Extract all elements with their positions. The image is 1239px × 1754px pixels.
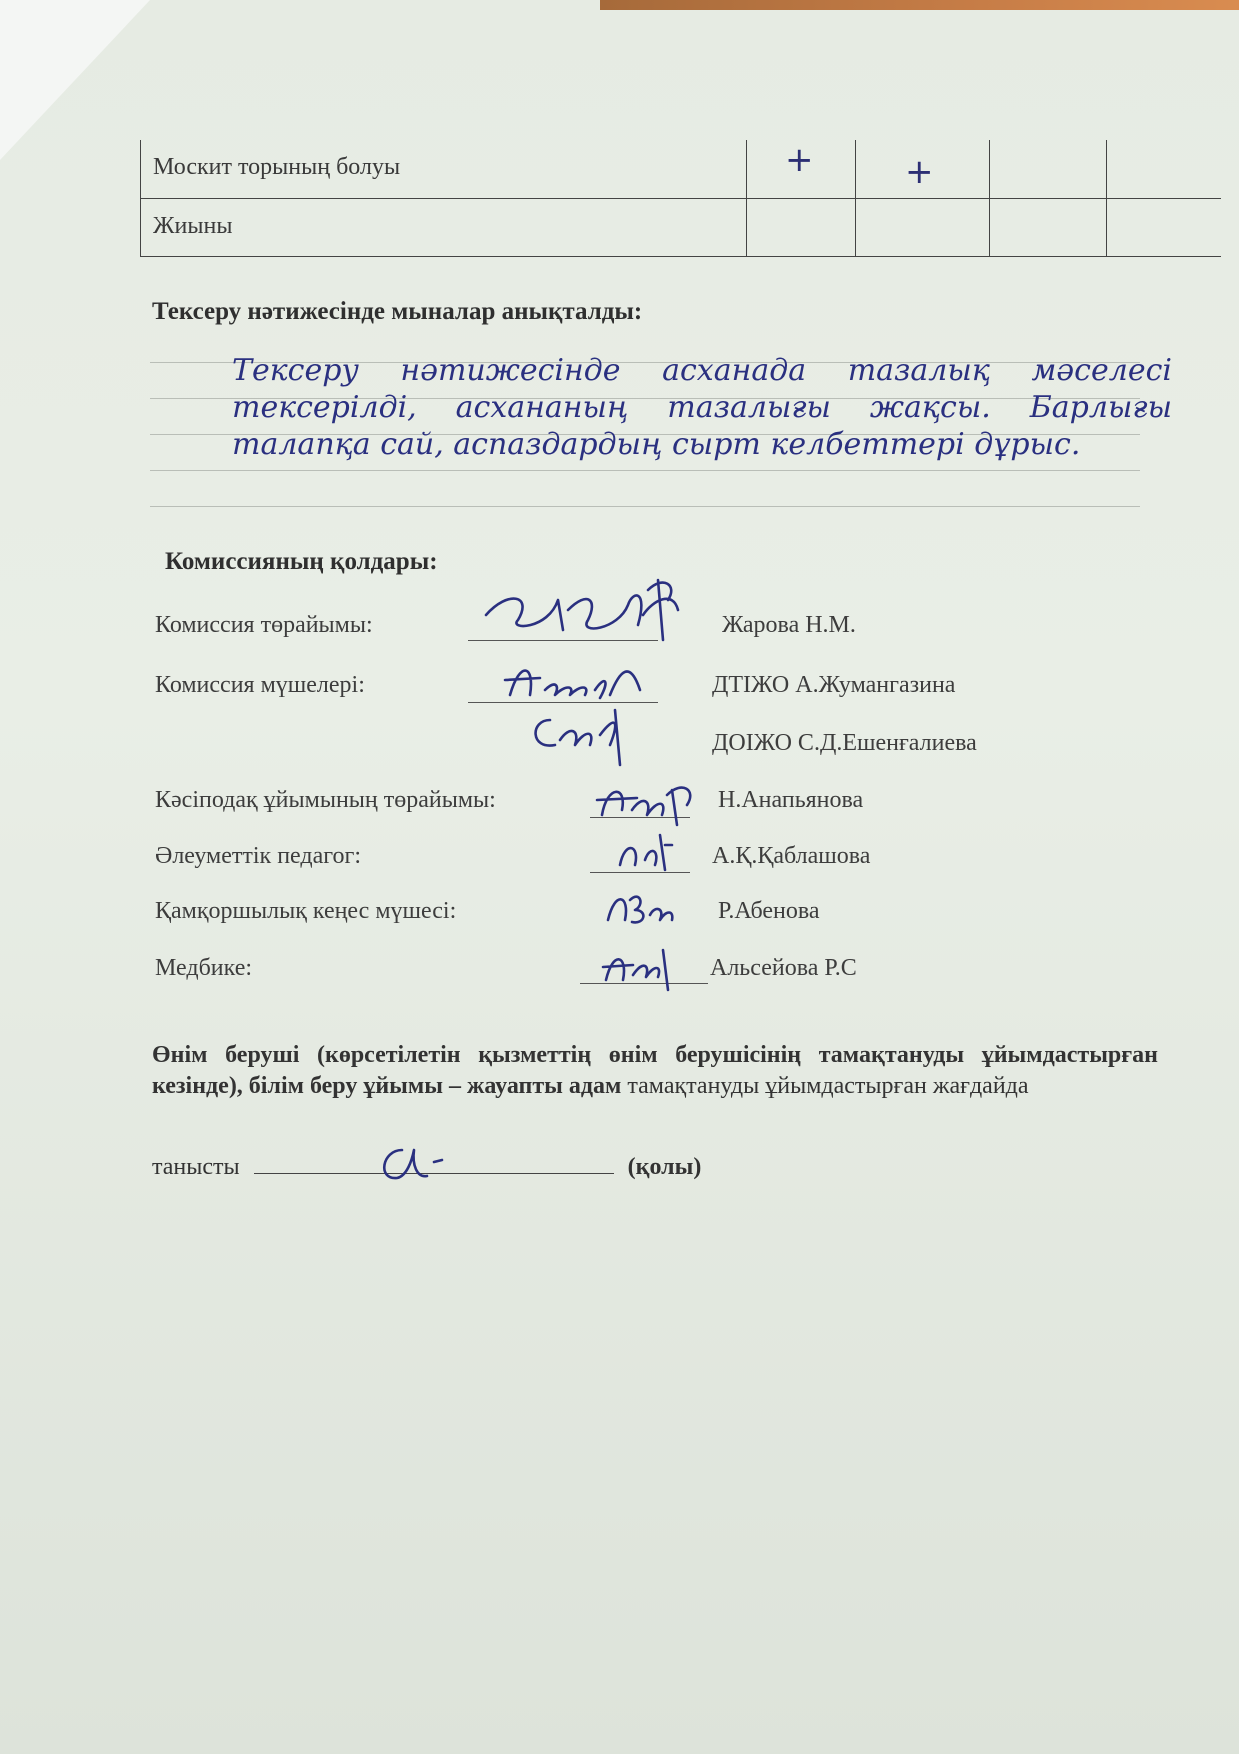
provider-text-last: тамақтануды ұйымдастырған жағдайда bbox=[627, 1073, 1029, 1099]
handwritten-findings: Тексеру нәтижесінде асханада тазалық мәселесі тексерілді, асхананың тазалығы жақсы. Барлығы талапқа сай, аспаздардың сырт келбеттері дұрыс. bbox=[232, 353, 1172, 462]
commission-label: Медбике: bbox=[155, 955, 253, 981]
signature-member-2 bbox=[520, 700, 640, 770]
commission-heading: Комиссияның қолдары: bbox=[165, 548, 438, 575]
commission-label: Комиссия мүшелері: bbox=[155, 672, 365, 698]
signature-board bbox=[600, 880, 680, 930]
commission-name: Альсейова Р.С bbox=[710, 955, 857, 981]
commission-name: ДОІЖО С.Д.Ешенғалиева bbox=[712, 730, 977, 756]
commission-label: Комиссия төрайымы: bbox=[155, 612, 373, 638]
commission-name: А.Қ.Қаблашова bbox=[712, 843, 871, 869]
check-mark: + bbox=[905, 152, 934, 192]
signature-pedagogue bbox=[610, 825, 680, 875]
commission-label: Кәсіподақ ұйымының төрайымы: bbox=[155, 787, 496, 813]
wooden-surface bbox=[600, 0, 1239, 10]
familiar-label: танысты bbox=[152, 1154, 240, 1180]
table-row-label: Жиыны bbox=[153, 213, 233, 239]
results-heading: Тексеру нәтижесінде мыналар анықталды: bbox=[152, 298, 643, 325]
commission-label: Қамқоршылық кеңес мүшесі: bbox=[155, 898, 457, 924]
check-mark: + bbox=[785, 140, 814, 180]
commission-name: Н.Анапьянова bbox=[718, 787, 864, 813]
ruled-line bbox=[150, 470, 1140, 471]
commission-name: Жарова Н.М. bbox=[722, 612, 856, 638]
signature-chair bbox=[478, 570, 688, 650]
signature-provider bbox=[372, 1140, 452, 1188]
commission-name: Р.Абенова bbox=[718, 898, 820, 924]
provider-text: Өнім беруші (көрсетілетін қызметтің өнім берушісінің тамақтануды ұйымдастырған кезінде), білім беру ұйымы – жауапты адам bbox=[152, 1042, 1158, 1099]
provider-paragraph bbox=[152, 1040, 1158, 1102]
commission-name: ДТІЖО А.Жумангазина bbox=[712, 672, 956, 698]
paper-corner bbox=[0, 0, 150, 160]
signature-nurse bbox=[598, 935, 678, 995]
sign-suffix: (қолы) bbox=[627, 1154, 702, 1180]
table-row bbox=[141, 199, 1221, 257]
table-row bbox=[141, 140, 1221, 199]
commission-label: Әлеуметтік педагог: bbox=[155, 843, 361, 869]
ruled-line bbox=[150, 506, 1140, 507]
signature-union bbox=[592, 770, 702, 830]
table-row-label: Москит торының болуы bbox=[153, 154, 401, 180]
